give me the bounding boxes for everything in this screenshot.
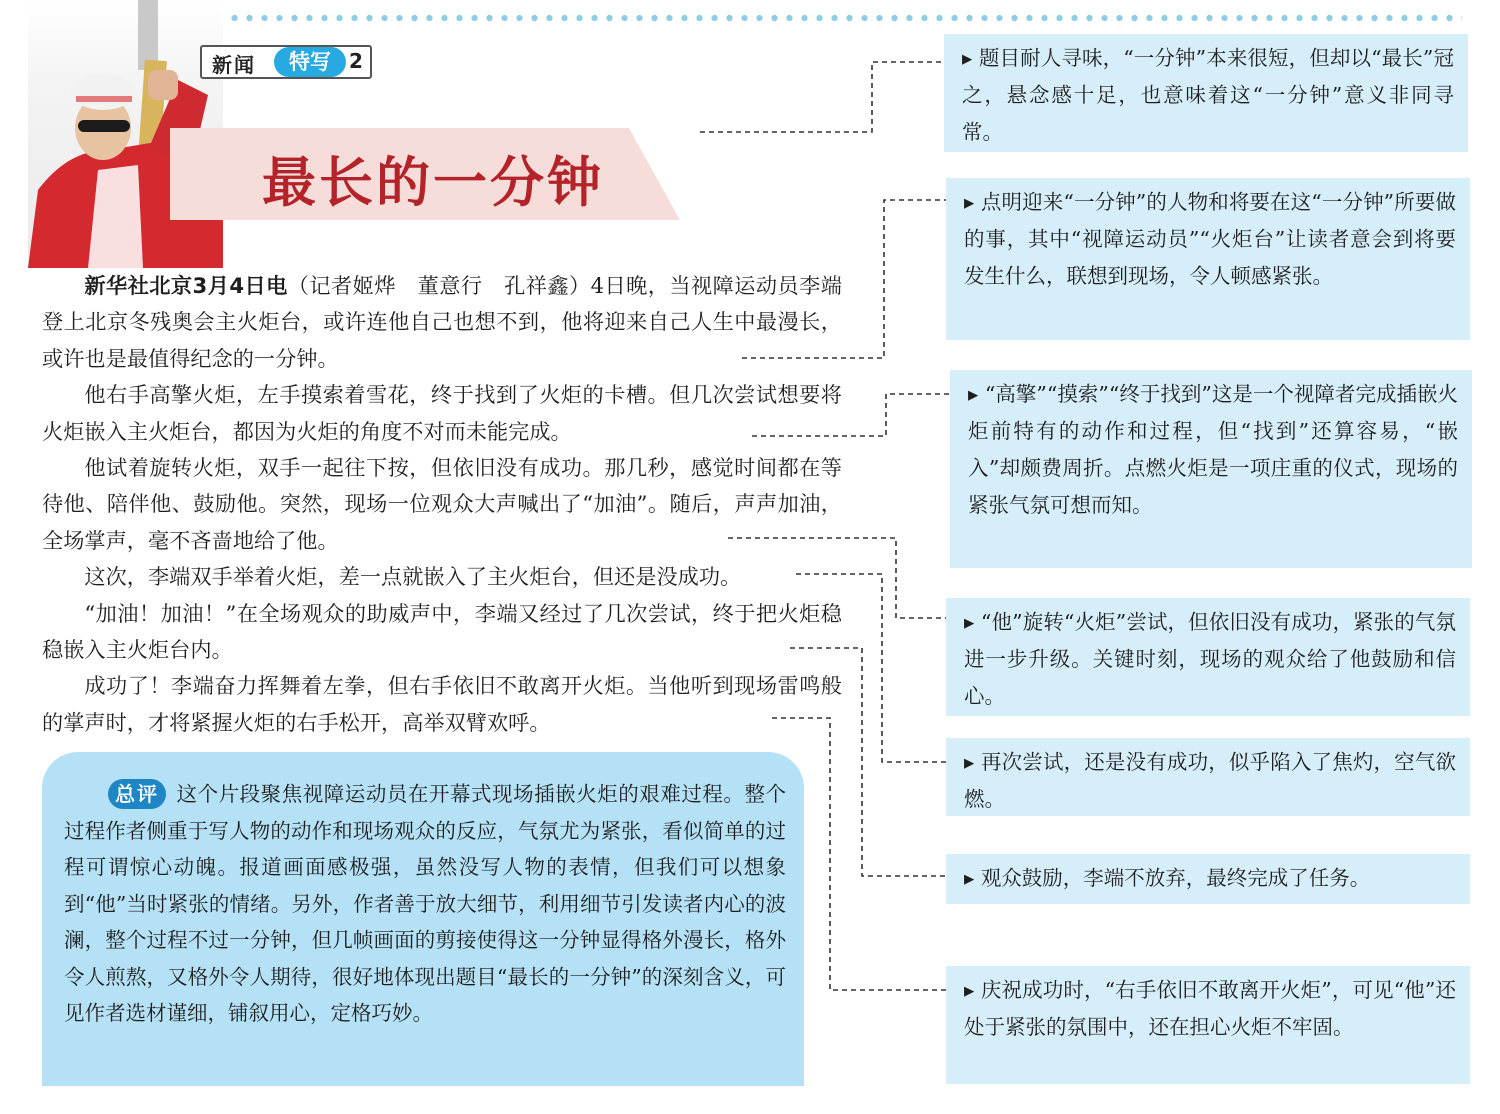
section-tag-feature: 特写 [274,47,346,77]
section-tag-number: 2 [349,49,363,73]
article-paragraph-3: 他试着旋转火炬，双手一起往下按，但依旧没有成功。那几秒，感觉时间都在等待他、陪伴他、鼓励他。突然，现场一位观众大声喊出了“加油”。随后，声声加油，全场掌声，毫不吝啬地给了他。 [42,455,842,553]
arrow-icon: ▸ [964,610,981,634]
note-text: 庆祝成功时，“右手依旧不敢离开火炬”，可见“他”还处于紧张的氛围中，还在担心火炬不牢固。 [964,978,1456,1039]
note-text: “他”旋转“火炬”尝试，但依旧没有成功，紧张的气氛进一步升级。关键时刻，现场的观众给了他鼓励和信心。 [964,610,1456,708]
note-text: 观众鼓励，李端不放弃，最终完成了任务。 [980,866,1371,890]
summary-badge: 总评 [108,779,166,809]
article-paragraph-6: 成功了！李端奋力挥舞着左拳，但右手依旧不敢离开火炬。当他听到现场雷鸣般的掌声时，才将紧握火炬的右手松开，高举双臂欢呼。 [42,673,842,735]
summary-text: 这个片段聚焦视障运动员在开幕式现场插嵌火炬的艰难过程。整个过程作者侧重于写人物的动作和现场观众的反应，气氛尤为紧张，看似简单的过程可谓惊心动魄。报道画面感极强，虽然没写人物的表情，但我们可以想象到“他”当时紧张的情绪。另外，作者善于放大细节，利用细节引发读者内心的波澜，整个过程不过一分钟，但几帧画面的剪接使得这一分钟显得格外漫长，格外令人煎熬，又格外令人期待，很好地体现出题目“最长的一分钟”的深刻含义，可见作者选材谨细，铺叙用心，定格巧妙。 [64,782,786,1025]
article-paragraph-text: （记者姬烨 董意行 孔祥鑫）4日晚，当视障运动员李端登上北京冬残奥会主火炬台，或许连他自己也想不到，他将迎来自己人生中最漫长，或许也是最值得纪念的一分钟。 [42,273,842,371]
arrow-icon: ▸ [964,978,981,1002]
article-paragraph-5: “加油！加油！”在全场观众的助威声中，李端又经过了几次尝试，终于把火炬稳稳嵌入主火炬台内。 [42,600,842,663]
dateline: 新华社北京3月4日电 [84,273,288,298]
arrow-icon: ▸ [964,190,981,214]
arrow-icon: ▸ [968,382,985,406]
note-text: 点明迎来“一分钟”的人物和将要在这“一分钟”所要做的事，其中“视障运动员”“火炬台”让读者意会到将要发生什么，联想到现场，令人顿感紧张。 [964,190,1456,288]
arrow-icon: ▸ [964,866,981,890]
arrow-icon: ▸ [962,46,979,70]
article-paragraph-4: 这次，李端双手举着火炬，差一点就嵌入了主火炬台，但还是没成功。 [84,564,742,590]
note-text: 再次尝试，还是没有成功，似乎陷入了焦灼，空气欲燃。 [964,750,1456,811]
page-title: 最长的一分钟 [262,151,604,214]
note-text: 题目耐人寻味，“一分钟”本来很短，但却以“最长”冠之，悬念感十足，也意味着这“一分钟”意义非同寻常。 [962,46,1454,144]
article-paragraph-2: 他右手高擎火炬，左手摸索着雪花，终于找到了火炬的卡槽。但几次尝试想要将火炬嵌入主火炬台，都因为火炬的角度不对而未能完成。 [42,382,842,444]
note-text: “高擎”“摸索”“终于找到”这是一个视障者完成插嵌火炬前特有的动作和过程，但“找到”还算容易，“嵌入”却颇费周折。点燃火炬是一项庄重的仪式，现场的紧张气氛可想而知。 [968,382,1458,517]
arrow-icon: ▸ [964,750,981,774]
section-tag-news: 新闻 [212,53,256,77]
